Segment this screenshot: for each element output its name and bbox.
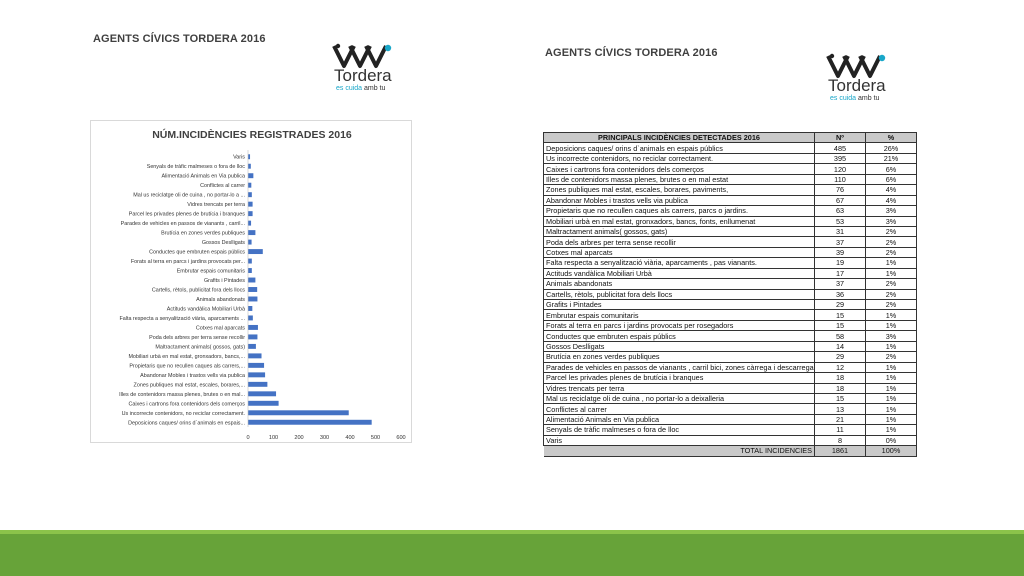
y-tick-label: Cotxes mal aparcats (195, 325, 245, 332)
y-tick-label: Parcel les privades plenes de brutícia i branques (128, 211, 245, 218)
row-count: 58 (815, 331, 866, 341)
chart-bar (248, 410, 349, 415)
row-count: 18 (815, 383, 866, 393)
y-tick-label: Mal us reciclatge oli de cuina , no portar-lo a ... (133, 192, 245, 199)
row-description: Zones publiques mal estat, escales, borares, paviments, (544, 185, 815, 195)
table-row (544, 373, 917, 383)
x-tick-label: 300 (319, 435, 330, 441)
chart-bar (248, 306, 252, 311)
right-heading: AGENTS CÍVICS TORDERA 2016 (545, 47, 718, 59)
y-tick-label: Embrutar espais comunitaris (176, 268, 245, 275)
y-tick-label: Deposicions caques/ orins d`animals en espais... (128, 420, 245, 427)
row-count: 19 (815, 258, 866, 268)
row-description: Falta respecta a senyalització viària, aparcaments , pas vianants. (544, 258, 815, 268)
chart-bar (248, 391, 276, 396)
row-description: Cotxes mal aparcats (544, 247, 815, 257)
row-count: 485 (815, 143, 866, 153)
row-description: Vidres trencats per terra (544, 383, 815, 393)
row-percent: 2% (866, 279, 917, 289)
row-description: Gossos Deslligats (544, 341, 815, 351)
y-tick-label: Falta respecta a senyalització viària, aparcaments ... (119, 315, 245, 322)
table-row (544, 289, 917, 299)
table-row (544, 226, 917, 236)
table-row (544, 414, 917, 424)
row-count: 31 (815, 226, 866, 236)
table-row (544, 383, 917, 393)
row-description: Varis (544, 435, 815, 445)
row-description: Alimentació Animals en Via publica (544, 414, 815, 424)
row-description: Conflictes al carrer (544, 404, 815, 414)
chart-bar (248, 382, 267, 387)
table-row (544, 216, 917, 226)
row-count: 11 (815, 425, 866, 435)
chart-bar (248, 164, 251, 169)
chart-bar (248, 154, 250, 159)
row-count: 15 (815, 310, 866, 320)
chart-bar (248, 363, 264, 368)
header-count: Nº (815, 133, 866, 143)
x-tick-label: 0 (246, 435, 250, 441)
chart-bar (248, 211, 253, 216)
table-row (544, 258, 917, 268)
row-count: 15 (815, 393, 866, 403)
chart-bar (248, 353, 262, 358)
tordera-logo-right (826, 52, 896, 107)
row-count: 67 (815, 195, 866, 205)
row-description: Actituds vandàlica Mobiliari Urbà (544, 268, 815, 278)
incidents-table (543, 132, 917, 457)
total-label: TOTAL INCIDENCIES (544, 446, 815, 456)
logo-word: Tordera (828, 76, 886, 95)
row-description: Propietaris que no recullen caques als carrers, parcs o jardins. (544, 206, 815, 216)
row-description: Us incorrecte contenidors, no reciclar correctament. (544, 153, 815, 163)
y-tick-label: Alimentació Animals en Via publica (161, 173, 245, 180)
y-tick-label: Conflictes al carrer (200, 183, 245, 190)
table-row (544, 247, 917, 257)
row-description: Senyals de tràfic malmeses o fora de lloc (544, 425, 815, 435)
chart-bar (248, 278, 255, 283)
y-tick-label: Caixes i cartrons fora contenidors dels comerços (128, 401, 245, 408)
row-description: Poda dels arbres per terra sense recollir (544, 237, 815, 247)
y-tick-label: Animals abandonats (196, 296, 245, 303)
row-percent: 1% (866, 310, 917, 320)
y-tick-label: Parades de vehicles en passos de vianants , carril... (120, 221, 245, 228)
row-count: 395 (815, 153, 866, 163)
chart-bar (248, 240, 252, 245)
table-row (544, 331, 917, 341)
y-tick-label: Illes de contenidors massa plenes, brutes o en mal... (119, 391, 245, 398)
chart-bar (248, 325, 258, 330)
chart-bar (248, 334, 257, 339)
row-count: 18 (815, 373, 866, 383)
chart-bar (248, 315, 253, 320)
y-tick-label: Mobiliari urbà en mal estat, gronxadors, bancs,... (128, 353, 245, 360)
logo-tagline: es cuida amb tu (336, 85, 386, 92)
left-heading: AGENTS CÍVICS TORDERA 2016 (93, 33, 266, 45)
row-percent: 21% (866, 153, 917, 163)
row-count: 36 (815, 289, 866, 299)
chart-bar (248, 249, 263, 254)
y-tick-label: Zones publiques mal estat, escales, borares,... (133, 382, 245, 389)
chart-canvas (91, 121, 413, 444)
row-percent: 1% (866, 393, 917, 403)
table-row (544, 174, 917, 184)
row-count: 14 (815, 341, 866, 351)
y-tick-label: Cartells, rètols, publicitat fora dels llocs (151, 287, 245, 294)
chart-bar (248, 221, 251, 226)
incidents-table-panel (535, 123, 957, 536)
row-percent: 1% (866, 341, 917, 351)
row-percent: 1% (866, 320, 917, 330)
row-percent: 1% (866, 414, 917, 424)
row-percent: 1% (866, 268, 917, 278)
total-count: 1861 (815, 446, 866, 456)
row-count: 53 (815, 216, 866, 226)
logo-word: Tordera (334, 66, 392, 85)
y-tick-label: Vidres trencats per terra (187, 202, 245, 209)
footer-bar (0, 534, 1024, 576)
incidents-bar-chart (90, 120, 412, 443)
y-tick-label: Conductes que embruten espais públics (149, 249, 245, 256)
row-count: 39 (815, 247, 866, 257)
chart-bar (248, 297, 257, 302)
row-count: 37 (815, 237, 866, 247)
row-percent: 2% (866, 237, 917, 247)
row-percent: 0% (866, 435, 917, 445)
table-header-row (544, 133, 917, 143)
row-count: 12 (815, 362, 866, 372)
y-tick-label: Senyals de tràfic malmeses o fora de lloc (146, 164, 245, 171)
row-percent: 1% (866, 258, 917, 268)
row-description: Animals abandonats (544, 279, 815, 289)
total-percent: 100% (866, 446, 917, 456)
row-count: 21 (815, 414, 866, 424)
y-tick-label: Grafits i Pintades (203, 278, 245, 285)
table-row (544, 300, 917, 310)
row-description: Embrutar espais comunitaris (544, 310, 815, 320)
row-percent: 2% (866, 247, 917, 257)
header-percent: % (866, 133, 917, 143)
y-tick-label: Varis (233, 154, 245, 161)
table-row (544, 341, 917, 351)
table-row (544, 352, 917, 362)
row-percent: 1% (866, 362, 917, 372)
tordera-logo (332, 42, 402, 97)
chart-title: NÚM.INCIDÈNCIES REGISTRADES 2016 (152, 129, 352, 141)
table-row (544, 404, 917, 414)
row-description: Deposicions caques/ orins d`animals en espais públics (544, 143, 815, 153)
table-row (544, 268, 917, 278)
table-row (544, 362, 917, 372)
row-percent: 2% (866, 289, 917, 299)
table-total-row (544, 446, 917, 456)
row-description: Cartells, rètols, publicitat fora dels llocs (544, 289, 815, 299)
chart-bar (248, 287, 257, 292)
row-percent: 2% (866, 352, 917, 362)
row-count: 120 (815, 164, 866, 174)
y-tick-label: Brutícia en zones verdes publiques (161, 230, 245, 237)
chart-bar (248, 268, 252, 273)
row-percent: 26% (866, 143, 917, 153)
y-tick-label: Forats al terra en parcs i jardins provocats per... (130, 259, 245, 266)
x-tick-label: 200 (294, 435, 304, 441)
chart-bar (248, 344, 256, 349)
x-tick-label: 400 (345, 435, 355, 441)
y-tick-label: Poda dels arbres per terra sense recollir (149, 334, 245, 341)
row-description: Forats al terra en parcs i jardins provocats per rosegadors (544, 320, 815, 330)
chart-bar (248, 420, 372, 425)
row-percent: 3% (866, 331, 917, 341)
row-count: 29 (815, 352, 866, 362)
chart-bar (248, 372, 265, 377)
y-tick-label: Actituds vandàlica Mobiliari Urbà (166, 306, 245, 313)
row-count: 13 (815, 404, 866, 414)
table-row (544, 164, 917, 174)
chart-bar (248, 192, 252, 197)
row-count: 17 (815, 268, 866, 278)
table-row (544, 320, 917, 330)
y-tick-label: Maltractament animals( gossos, gats) (155, 344, 245, 351)
row-percent: 4% (866, 195, 917, 205)
row-description: Abandonar Mobles i trastos vells via publica (544, 195, 815, 205)
x-tick-label: 500 (370, 435, 381, 441)
table-row (544, 143, 917, 153)
y-tick-label: Gossos Deslligats (201, 240, 245, 247)
chart-bar (248, 230, 255, 235)
table-row (544, 435, 917, 445)
logo-tagline: es cuida amb tu (830, 95, 880, 102)
table-row (544, 237, 917, 247)
row-description: Caixes i cartrons fora contenidors dels comerços (544, 164, 815, 174)
row-percent: 3% (866, 206, 917, 216)
table-row (544, 279, 917, 289)
row-description: Mal us reciclatge oli de cuina , no portar-lo a deixalleria (544, 393, 815, 403)
row-percent: 1% (866, 425, 917, 435)
chart-bar (248, 401, 279, 406)
y-tick-label: Abandonar Mobles i trastos vells via publica (140, 372, 245, 379)
row-percent: 2% (866, 300, 917, 310)
x-tick-label: 600 (396, 435, 406, 441)
table-row (544, 206, 917, 216)
header-description: PRINCIPALS INCIDÈNCIES DETECTADES 2016 (544, 133, 815, 143)
row-description: Brutícia en zones verdes publiques (544, 352, 815, 362)
chart-bar (248, 173, 253, 178)
row-description: Parades de vehicles en passos de vianants , carril bici, zones càrrega i descarrega (544, 362, 815, 372)
row-percent: 1% (866, 373, 917, 383)
chart-bar (248, 259, 252, 264)
row-description: Illes de contenidors massa plenes, brutes o en mal estat (544, 174, 815, 184)
y-tick-label: Propietaris que no recullen caques als carrers,... (129, 363, 245, 370)
chart-bar (248, 202, 253, 207)
row-count: 110 (815, 174, 866, 184)
table-row (544, 425, 917, 435)
row-count: 29 (815, 300, 866, 310)
row-percent: 4% (866, 185, 917, 195)
row-description: Parcel les privades plenes de brutícia i branques (544, 373, 815, 383)
row-description: Maltractament animals( gossos, gats) (544, 226, 815, 236)
row-description: Conductes que embruten espais públics (544, 331, 815, 341)
row-percent: 6% (866, 174, 917, 184)
row-percent: 3% (866, 216, 917, 226)
row-count: 63 (815, 206, 866, 216)
row-percent: 1% (866, 383, 917, 393)
row-percent: 1% (866, 404, 917, 414)
table-row (544, 310, 917, 320)
table-row (544, 195, 917, 205)
table-row (544, 185, 917, 195)
x-tick-label: 100 (268, 435, 279, 441)
row-percent: 2% (866, 226, 917, 236)
row-count: 76 (815, 185, 866, 195)
row-count: 8 (815, 435, 866, 445)
table-row (544, 393, 917, 403)
table-row (544, 153, 917, 163)
y-tick-label: Us incorrecte contenidors, no reciclar correctament. (121, 410, 245, 417)
row-count: 15 (815, 320, 866, 330)
row-count: 37 (815, 279, 866, 289)
chart-bar (248, 183, 251, 188)
row-percent: 6% (866, 164, 917, 174)
row-description: Grafits i Pintades (544, 300, 815, 310)
row-description: Mobiliari urbà en mal estat, gronxadors, bancs, fonts, enllumenat (544, 216, 815, 226)
